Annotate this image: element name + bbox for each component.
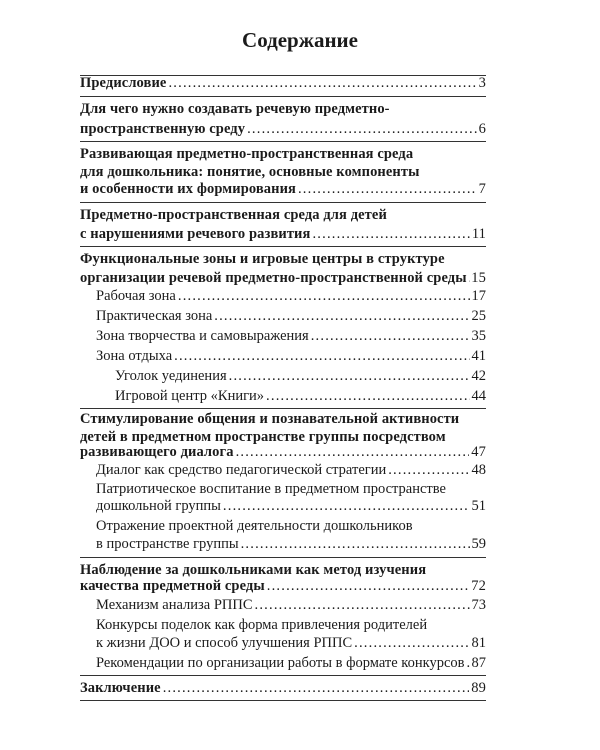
divider bbox=[80, 96, 486, 97]
toc-entry-project-activity[interactable] bbox=[96, 534, 486, 554]
toc-page-number: 51 bbox=[471, 498, 486, 514]
toc-page-number: 72 bbox=[471, 578, 486, 594]
toc-page-number: 87 bbox=[471, 655, 486, 671]
toc-page-number: 44 bbox=[471, 388, 486, 404]
dot-leader bbox=[311, 326, 470, 346]
toc-entry-title: развивающего диалога bbox=[80, 444, 234, 460]
toc-entry-creativity-zone[interactable] bbox=[96, 326, 486, 346]
toc-entry-practical-zone[interactable] bbox=[96, 306, 486, 326]
toc-entry-title: Уголок уединения bbox=[115, 368, 227, 384]
dot-leader bbox=[255, 595, 470, 615]
toc-entry-title: Диалог как средство педагогической стратегии bbox=[96, 462, 387, 478]
toc-page-number: 59 bbox=[471, 536, 486, 552]
toc-entry-contest-recommendations[interactable] bbox=[96, 653, 486, 673]
toc-entry-stimulating-dialogue[interactable] bbox=[80, 442, 486, 462]
toc-entry-observation[interactable] bbox=[80, 576, 486, 596]
toc-entry-title: организации речевой предметно-пространственной среды bbox=[80, 270, 467, 286]
divider bbox=[80, 141, 486, 142]
toc-entry-title: Зона отдыха bbox=[96, 348, 173, 364]
toc-entry-title: Механизм анализа РППС bbox=[96, 597, 253, 613]
toc-entry-title-line: Функциональные зоны и игровые центры в структуре bbox=[80, 251, 445, 267]
dot-leader bbox=[266, 386, 469, 406]
dot-leader bbox=[236, 442, 470, 462]
toc-entry-speech-disorders[interactable] bbox=[80, 224, 486, 244]
toc-entry-conclusion[interactable] bbox=[80, 678, 486, 698]
toc-page-number: 89 bbox=[471, 680, 486, 696]
divider bbox=[80, 700, 486, 701]
toc-entry-title-line: детей в предметном пространстве группы посредством bbox=[80, 429, 446, 445]
toc-entry-title-line: Стимулирование общения и познавательной активности bbox=[80, 411, 460, 427]
toc-entry-preface[interactable] bbox=[80, 73, 486, 93]
toc-entry-title-line: для дошкольника: понятие, основные компоненты bbox=[80, 164, 420, 180]
dot-leader bbox=[168, 73, 476, 93]
dot-leader bbox=[312, 224, 469, 244]
toc-page-number: 6 bbox=[478, 121, 486, 137]
toc-page-number: 35 bbox=[471, 328, 486, 344]
toc-entry-solitude-corner[interactable] bbox=[115, 366, 486, 386]
dot-leader bbox=[354, 633, 469, 653]
toc-entry-title: пространственную среду bbox=[80, 121, 246, 137]
toc-entry-title: Игровой центр «Книги» bbox=[115, 388, 265, 404]
toc-entry-title-line: Конкурсы поделок как форма привлечения родителей bbox=[96, 617, 428, 633]
toc-entry-work-zone[interactable] bbox=[96, 286, 486, 306]
toc-entry-title: дошкольной группы bbox=[96, 498, 221, 514]
toc-entry-title-line: Патриотическое воспитание в предметном пространстве bbox=[96, 481, 446, 497]
toc-page-number: 48 bbox=[471, 462, 486, 478]
toc-entry-title-line: Наблюдение за дошкольниками как метод изучения bbox=[80, 562, 427, 578]
dot-leader bbox=[388, 460, 469, 480]
toc-page-number: 3 bbox=[478, 75, 486, 91]
toc-page-number: 7 bbox=[478, 181, 486, 197]
toc-entry-title-line: Отражение проектной деятельности дошкольников bbox=[96, 518, 413, 534]
toc-entry-title: с нарушениями речевого развития bbox=[80, 226, 311, 242]
toc-entry-why-environment[interactable] bbox=[80, 119, 486, 139]
toc-entry-title: Рабочая зона bbox=[96, 288, 176, 304]
dot-leader bbox=[247, 119, 477, 139]
dot-leader bbox=[178, 286, 470, 306]
page-title: Содержание bbox=[242, 28, 358, 52]
dot-leader bbox=[214, 306, 469, 326]
divider bbox=[80, 675, 486, 676]
toc-entry-dialogue-strategy[interactable] bbox=[96, 460, 486, 480]
dot-leader bbox=[174, 346, 469, 366]
toc-entry-title-line: Развивающая предметно-пространственная среда bbox=[80, 146, 414, 162]
toc-page-number: 47 bbox=[471, 444, 486, 460]
toc-entry-title: Рекомендации по организации работы в формате конкурсов bbox=[96, 655, 465, 671]
dot-leader bbox=[163, 678, 470, 698]
toc-entry-title-line: Для чего нужно создавать речевую предметно- bbox=[80, 101, 390, 117]
toc-entry-title: Практическая зона bbox=[96, 308, 213, 324]
dot-leader bbox=[267, 576, 470, 596]
toc-page-number: 73 bbox=[471, 597, 486, 613]
dot-leader bbox=[469, 268, 470, 288]
toc-entry-title: к жизни ДОО и способ улучшения РППС bbox=[96, 635, 353, 651]
toc-page-number: 81 bbox=[471, 635, 486, 651]
toc-entry-title: Предисловие bbox=[80, 75, 167, 91]
toc-entry-title: в пространстве группы bbox=[96, 536, 239, 552]
toc-entry-title-line: Предметно-пространственная среда для детей bbox=[80, 207, 387, 223]
toc-entry-books-center[interactable] bbox=[115, 386, 486, 406]
dot-leader bbox=[223, 496, 470, 516]
dot-leader bbox=[466, 653, 469, 673]
dot-leader bbox=[298, 179, 477, 199]
divider bbox=[80, 246, 486, 247]
divider bbox=[80, 202, 486, 203]
divider bbox=[80, 557, 486, 558]
toc-page-number: 17 bbox=[471, 288, 486, 304]
dot-leader bbox=[229, 366, 470, 386]
toc-entry-functional-zones[interactable] bbox=[80, 268, 486, 288]
toc-page-number: 42 bbox=[471, 368, 486, 384]
dot-leader bbox=[241, 534, 470, 554]
toc-entry-crafts-contests[interactable] bbox=[96, 633, 486, 653]
toc-page-number: 11 bbox=[471, 226, 486, 242]
toc-entry-rest-zone[interactable] bbox=[96, 346, 486, 366]
toc-page-number: 15 bbox=[471, 270, 486, 286]
toc-page-number: 25 bbox=[471, 308, 486, 324]
toc-entry-title: и особенности их формирования bbox=[80, 181, 296, 197]
toc-entry-patriotic-education[interactable] bbox=[96, 496, 486, 516]
toc-entry-title: Заключение bbox=[80, 680, 161, 696]
toc-entry-title: качества предметной среды bbox=[80, 578, 265, 594]
toc-entry-title: Зона творчества и самовыражения bbox=[96, 328, 309, 344]
toc-entry-analysis-mechanism[interactable] bbox=[96, 595, 486, 615]
toc-page-number: 41 bbox=[471, 348, 486, 364]
toc-entry-developing-environment[interactable] bbox=[80, 179, 486, 199]
